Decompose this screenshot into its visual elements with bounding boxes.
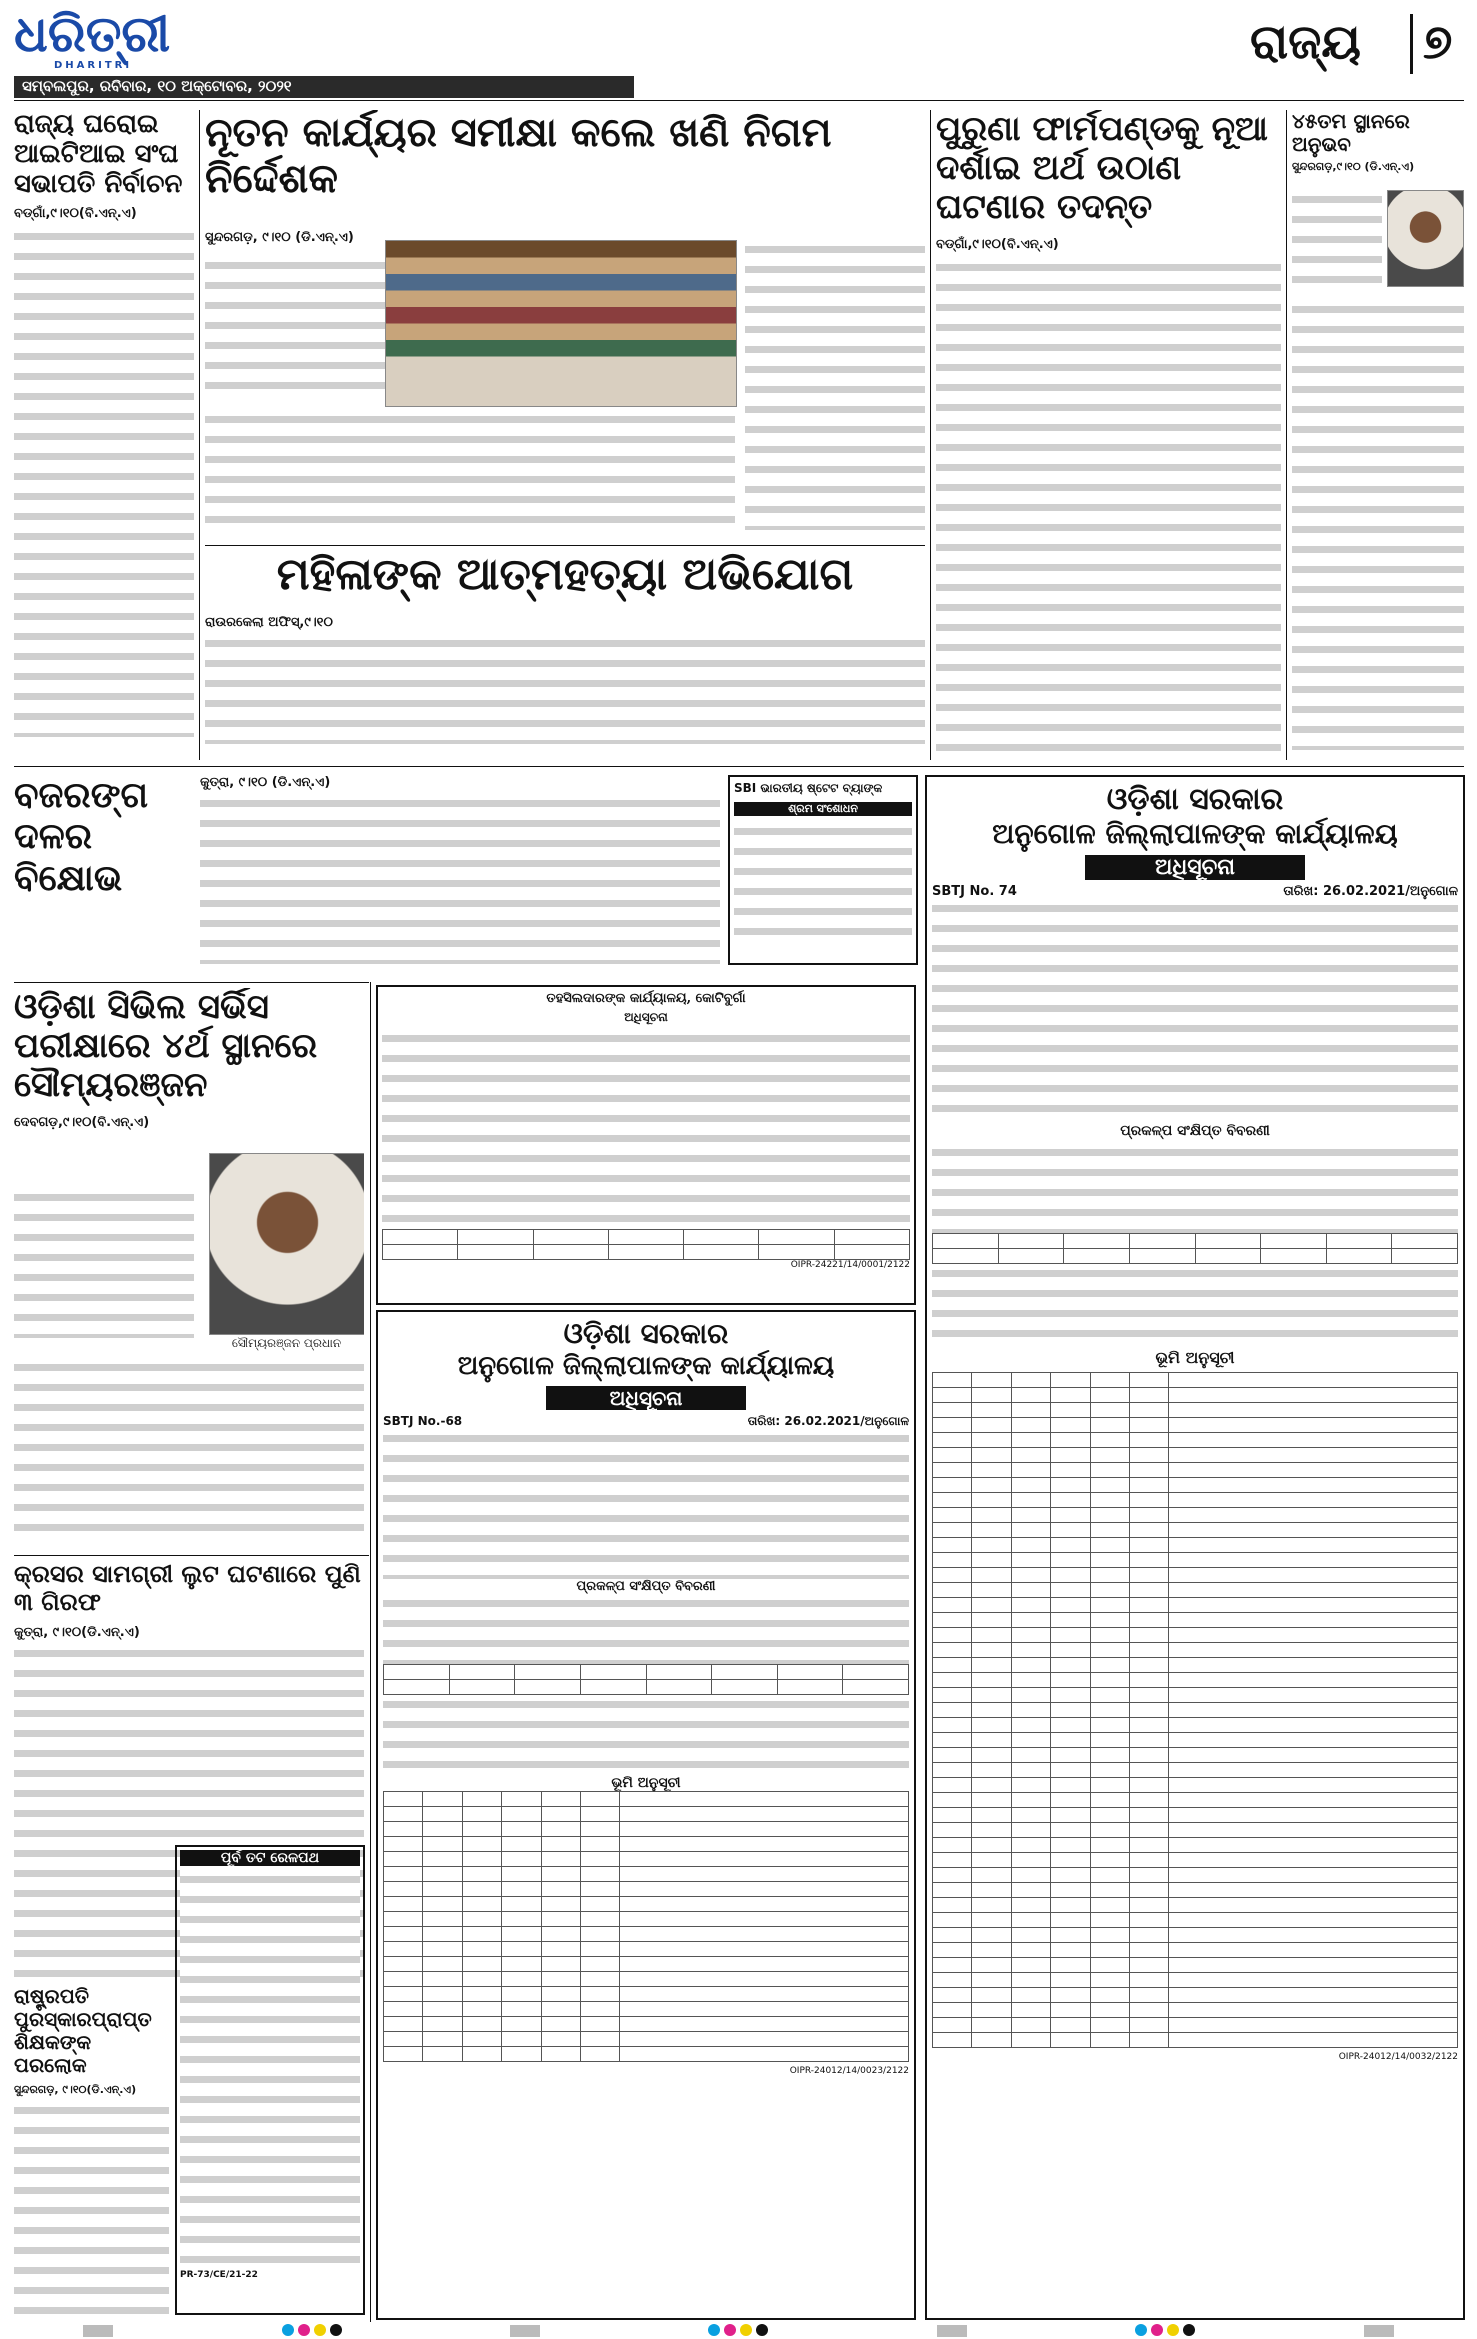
ad-body-2	[932, 1143, 1458, 1233]
ad-title-2: ଅନୁଗୋଳ ଜିଲ୍ଲାପାଳଙ୍କ କାର୍ଯ୍ୟାଳୟ	[992, 817, 1398, 850]
article-body	[1292, 300, 1464, 750]
article-body-bottom	[205, 410, 735, 530]
ad-project-table	[932, 1233, 1458, 1264]
column-rule	[1286, 110, 1287, 760]
ad-tag: ଅଧିସୂଚନା	[1085, 855, 1305, 880]
article-body	[14, 227, 194, 737]
byline: ବଡ୍‌ଗାଁ,୯।୧୦(ବି.ଏନ୍‌.ଏ)	[14, 205, 137, 221]
color-dots	[1133, 2322, 1197, 2339]
ad-angul-notification-68	[376, 1310, 916, 2320]
headline: ବଜରଙ୍ଗ ଦଳର ବିକ୍ଷୋଭ	[14, 775, 149, 899]
section-rule	[14, 1555, 369, 1556]
section-rule	[14, 982, 369, 983]
section-rule	[205, 545, 925, 546]
headline: ରାଷ୍ଟ୍ରପତି ପୁରସ୍କାରପ୍ରାପ୍ତ ଶିକ୍ଷକଙ୍କ ପରଲୋକ	[14, 1985, 152, 2077]
article-body	[200, 794, 720, 964]
column-rule	[199, 110, 200, 760]
registration-bar	[83, 2325, 113, 2337]
ad-land-table	[932, 1372, 1458, 2048]
ad-body	[734, 822, 912, 942]
byline: କୁତ୍ରା, ୯।୧୦(ଡି.ଏନ୍‌.ଏ)	[14, 1625, 140, 1641]
registration-bar	[1364, 2325, 1394, 2337]
print-registration-marks	[0, 2322, 1477, 2339]
ad-railway-tender	[175, 1845, 365, 2315]
section-name: ରାଜ୍ୟ	[1250, 14, 1361, 70]
byline: ସୁନ୍ଦରଗଡ଼,୯।୧୦ (ଡି.ଏନ୍‌.ଏ)	[1292, 160, 1415, 173]
ad-title: SBI ଭାରତୀୟ ଷ୍ଟେଟ ବ୍ୟାଙ୍କ	[734, 781, 883, 795]
byline: ରାଉରକେଲା ଅଫିସ୍‌,୯।୧୦	[205, 614, 333, 630]
ad-body-2	[383, 1594, 909, 1664]
headline: ମହିଳାଙ୍କ ଆତ୍ମହତ୍ୟା ଅଭିଯୋଗ	[276, 550, 854, 600]
ad-title-2: ଅନୁଗୋଳ ଜିଲ୍ଲାପାଳଙ୍କ କାର୍ଯ୍ୟାଳୟ	[457, 1351, 835, 1381]
article-bajrang-body	[200, 775, 720, 975]
ad-ref: OIPR-24012/14/0023/2122	[789, 2066, 909, 2076]
ad-body-3	[932, 1264, 1458, 1344]
headline: ଓଡ଼ିଶା ସିଭିଲ ସର୍ଭିସ ପରୀକ୍ଷାରେ ୪ର୍ଥ ସ୍ଥାନରେ ସୌମ୍ୟରଞ୍ଜନ	[14, 988, 318, 1106]
photo-anubhav	[1387, 190, 1464, 287]
headline: କ୍ରସର ସାମଗ୍ରୀ ଲୁଟ ଘଟଣାରେ ପୁଣି ୩ ଗିରଫ	[14, 1560, 361, 1616]
headline: ନୂତନ କାର୍ଯ୍ୟର ସମୀକ୍ଷା କଲେ ଖଣି ନିଗମ ନିର୍ଦ୍ଦେଶକ	[205, 110, 832, 202]
ad-sbtj: SBTJ No. 74	[932, 884, 1017, 899]
logo-text: ଧରିତ୍ରୀ	[14, 8, 171, 63]
ad-table	[382, 1229, 910, 1260]
color-dots	[280, 2322, 344, 2339]
ad-ref: PR-73/CE/21-22	[180, 2270, 258, 2280]
logo-subtitle: DHARITRI	[54, 60, 133, 71]
headline: ପୁରୁଣା ଫାର୍ମପଣ୍ଡକୁ ନୂଆ ଦର୍ଶାଇ ଅର୍ଥ ଉଠାଣ ଘଟଣାର ତଦନ୍ତ	[936, 110, 1268, 228]
byline: ବଡ୍‌ଗାଁ,୯।୧୦(ବି.ଏନ୍‌.ଏ)	[936, 237, 1059, 253]
ad-ref: OIPR-24221/14/0001/2122	[790, 1260, 910, 1270]
byline: ସୁନ୍ଦରଗଡ଼, ୯।୧୦(ଡି.ଏନ୍‌.ଏ)	[14, 2083, 137, 2096]
article-farm-fraud	[936, 110, 1281, 760]
ad-date: ତାରିଖ: 26.02.2021/ଅନୁଗୋଳ	[1283, 884, 1458, 899]
ad-body	[932, 899, 1458, 1119]
byline: କୁତ୍ରା, ୯।୧୦ (ଡି.ଏନ୍‌.ଏ)	[200, 775, 331, 790]
ad-title: ଓଡ଼ିଶା ସରକାର	[1106, 782, 1284, 817]
section-rule	[14, 766, 1464, 767]
ad-body	[180, 1870, 360, 2270]
ad-body	[383, 1429, 909, 1579]
article-suicide	[205, 550, 925, 760]
article-body	[205, 634, 925, 744]
column-rule	[930, 110, 931, 760]
ad-angul-notification-74	[925, 775, 1465, 2320]
ad-land-table	[383, 1791, 909, 2062]
article-iti-election	[14, 110, 194, 760]
headline: ୪୫ତମ ସ୍ଥାନରେ ଅନୁଭବ	[1292, 110, 1410, 156]
ad-subtitle: ଅଧିସୂଚନା	[624, 1010, 668, 1024]
byline: ସୁନ୍ଦରଗଡ଼, ୯।୧୦ (ଡି.ଏନ୍‌.ଏ)	[205, 230, 354, 245]
ad-section: ପ୍ରକଳ୍ପ ସଂକ୍ଷିପ୍ତ ବିବରଣୀ	[576, 1579, 716, 1594]
article-body	[14, 2101, 169, 2320]
top-rule	[14, 100, 1464, 101]
article-body-col	[745, 240, 925, 530]
article-body-bottom	[14, 1358, 364, 1538]
photo-soumyaranjan	[209, 1153, 364, 1335]
ad-date: ତାରିଖ: 26.02.2021/ଅନୁଗୋଳ	[747, 1414, 909, 1428]
ad-section: ପ୍ରକଳ୍ପ ସଂକ୍ଷିପ୍ତ ବିବରଣୀ	[1120, 1123, 1270, 1139]
ad-schedule: ଭୂମି ଅନୁସୂଚୀ	[611, 1775, 681, 1791]
article-bajrang	[14, 775, 194, 975]
ad-title: ତହସିଲଦାରଙ୍କ କାର୍ଯ୍ୟାଳୟ, କୋଟିବୁର୍ଗା	[546, 991, 746, 1006]
article-civil-service	[14, 988, 364, 1548]
article-body-side	[1292, 190, 1382, 290]
ad-project-table	[383, 1664, 909, 1695]
masthead-logo	[14, 8, 204, 72]
registration-bar	[510, 2325, 540, 2337]
ad-sbtj: SBTJ No.-68	[383, 1414, 463, 1428]
column-rule	[370, 982, 371, 2322]
byline: ଦେବଗଡ଼,୯।୧୦(ବି.ଏନ୍‌.ଏ)	[14, 1115, 150, 1131]
ad-schedule: ଭୂମି ଅନୁସୂଚୀ	[1155, 1348, 1235, 1367]
dateline: ସମ୍ବଲପୁର, ରବିବାର, ୧୦ ଅକ୍ଟୋବର, ୨୦୨୧	[14, 76, 634, 98]
ad-tag: ଅଧିସୂଚନା	[546, 1386, 746, 1410]
article-teacher	[14, 1985, 169, 2320]
article-body	[14, 1188, 194, 1338]
color-dots	[706, 2322, 770, 2339]
ad-body-3	[383, 1695, 909, 1775]
page-number: ୭	[1410, 14, 1465, 74]
ad-ref: OIPR-24012/14/0032/2122	[1338, 2052, 1458, 2062]
article-anubhav	[1292, 110, 1464, 760]
photo-caption: ସୌମ୍ୟରଞ୍ଜନ ପ୍ରଧାନ	[231, 1336, 342, 1350]
ad-subtitle: ଶ୍ରମ ସଂଶୋଧନ	[734, 802, 912, 816]
registration-bar	[937, 2325, 967, 2337]
ad-sbi	[728, 775, 918, 965]
ad-title: ପୂର୍ବ ତଟ ରେଳପଥ	[180, 1850, 360, 1866]
article-mining-review	[205, 110, 925, 540]
article-body	[936, 258, 1281, 760]
headline: ରାଜ୍ୟ ଘରୋଇ ଆଇଟିଆଇ ସଂଘ ସଭାପତି ନିର୍ବାଚନ	[14, 110, 183, 199]
ad-road-notification	[376, 985, 916, 1305]
photo-library	[385, 240, 737, 407]
ad-title: ଓଡ଼ିଶା ସରକାର	[563, 1317, 729, 1350]
ad-body	[382, 1029, 910, 1229]
